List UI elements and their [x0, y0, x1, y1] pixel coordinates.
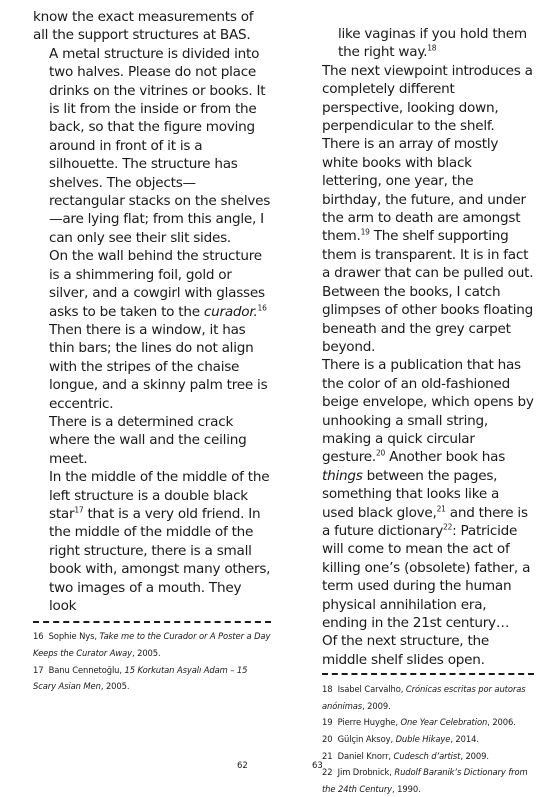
footnote-number: 17 — [33, 664, 44, 675]
footnote-separator — [33, 621, 271, 623]
text-run: There is a publication that has the color of an old-fashioned beige envelope, which opens by unhooking a small string, making a quick circular gesture. — [322, 357, 534, 466]
footnote-author: Banu Cennetoğlu, — [48, 664, 125, 675]
footnote-separator — [322, 673, 534, 675]
footnote — [322, 748, 534, 765]
footnote-ref-16[interactable]: 16 — [257, 302, 267, 312]
footnote — [322, 714, 534, 731]
text-run: The shelf supporting them is transparent. It is in fact a drawer that can be pulled out. Between the books, I catch glimpses of other books floating beneath and the grey carpet beyond. — [322, 228, 534, 355]
footnote-title: Duble Hikaye — [395, 734, 451, 744]
footnote-author: Pierre Huyghe, — [337, 717, 401, 728]
footnote-author: Gülçin Aksoy, — [337, 734, 396, 744]
footnote-author: Daniel Knorr, — [337, 750, 394, 761]
footnote-title: Crónicas escritas por autoras anónimas — [322, 684, 526, 711]
right-paragraph-3 — [322, 356, 534, 632]
footnote-number: 20 — [322, 734, 333, 744]
text-run: On the wall behind the structure is a shimmering foil, gold or silver, and a cowgirl with glasses asks to be taken to the — [49, 248, 265, 320]
footnote-author: Isabel Carvalho, — [337, 684, 406, 695]
footnote-year: , 1990. — [392, 783, 421, 794]
footnote — [322, 681, 534, 714]
left-intro-paragraph: know the exact measurements of all the support structures at BAS. — [33, 9, 254, 44]
footnote — [322, 764, 534, 797]
right-page — [322, 0, 534, 797]
right-footnotes — [322, 681, 534, 797]
text-run: and there is a future dictionary — [322, 504, 528, 539]
footnote-ref-18[interactable]: 18 — [427, 43, 437, 53]
text-run: The next viewpoint introduces a completely different perspective, looking down, perpendicular to the shelf. There is an array of mostly white books with black lettering, one year, the birthday, the future, and under the arm to death are amongst them. — [322, 62, 533, 245]
right-paragraph-2 — [322, 62, 534, 357]
footnote — [33, 628, 271, 661]
left-body-text — [33, 8, 271, 615]
footnote-ref-21[interactable]: 21 — [436, 504, 446, 514]
footnote — [33, 662, 271, 695]
text-run: Another book has — [385, 449, 506, 466]
left-paragraph-1: A metal structure is divided into two halves. Please do not place drinks on the vitrines or books. It is lit from the inside or from the back, so that the figure moving around in front of it is a silhouette. The structure has shelves. The objects—rectangular stacks on the shelves—are lying flat; from this angle, I can only see their slit sides. — [49, 45, 271, 246]
footnote-year: , 2014. — [450, 734, 479, 744]
left-footnotes — [33, 628, 271, 694]
footnote-ref-22[interactable]: 22 — [443, 522, 453, 532]
right-paragraph-1 — [322, 25, 534, 62]
footnote-ref-17[interactable]: 17 — [74, 505, 84, 515]
footnote-title: Cudesch d’artist — [393, 750, 461, 761]
footnote-author: Sophie Nys, — [48, 631, 100, 642]
italic-text: things — [322, 467, 363, 484]
footnote-title: Take me to the Curador or A Poster a Day Keeps the Curator Away — [33, 631, 271, 658]
footnote-year: , 2006. — [487, 717, 516, 728]
right-paragraph-4: Of the next structure, the middle shelf slides open. — [322, 633, 490, 668]
footnote-number: 19 — [322, 717, 333, 728]
footnote-ref-19[interactable]: 19 — [360, 227, 370, 237]
footnote-year: , 2005. — [100, 681, 130, 692]
left-paragraph-4 — [33, 468, 271, 615]
left-paragraph-2 — [33, 247, 271, 413]
text-run: : Patricide will come to mean the act of killing one’s (obsolete) father, a term used during the human physical annihilation era, ending in the 21st century… — [322, 522, 531, 631]
text-run: that is a very old friend. In the middle of the middle of the right structure, there is a small book with, amongst many others, two images of a mouth. They look — [49, 505, 271, 614]
footnote-number: 22 — [322, 767, 333, 778]
footnote-number: 21 — [322, 750, 333, 761]
footnote-author: Jim Drobnick, — [337, 767, 395, 778]
footnote-title: Rudolf Baranik’s Dictionary from the 24th Century — [322, 767, 528, 794]
footnote-ref-20[interactable]: 20 — [376, 448, 386, 458]
text-run: Then there is a window, it has thin bars; the lines do not align with the stripes of the chaise longue, and a skinny palm tree is eccentric. — [49, 321, 268, 412]
left-page — [33, 0, 271, 695]
text-run: between the pages, something that looks like a used black glove, — [322, 467, 500, 521]
footnote-title: One Year Celebration — [400, 717, 488, 728]
right-body-text — [322, 25, 534, 669]
footnote — [322, 731, 534, 748]
left-paragraph-3: There is a determined crack where the wall and the ceiling meet. — [49, 413, 247, 467]
footnote-number: 18 — [322, 684, 333, 695]
page-number-left: 62 — [237, 761, 248, 771]
text-run: In the middle of the middle of the left structure is a double black star — [49, 469, 270, 522]
footnote-title: 15 Korkutan Asyalı Adam – 15 Scary Asian Men — [33, 664, 248, 692]
footnote-year: , 2009. — [460, 750, 489, 761]
italic-text: curador. — [203, 303, 258, 320]
footnote-number: 16 — [33, 631, 44, 642]
footnote-year: , 2005. — [131, 648, 161, 658]
text-run: like vaginas if you hold them the right way. — [338, 26, 527, 61]
page-number-right: 63 — [312, 761, 323, 771]
footnote-year: , 2009. — [362, 700, 391, 711]
